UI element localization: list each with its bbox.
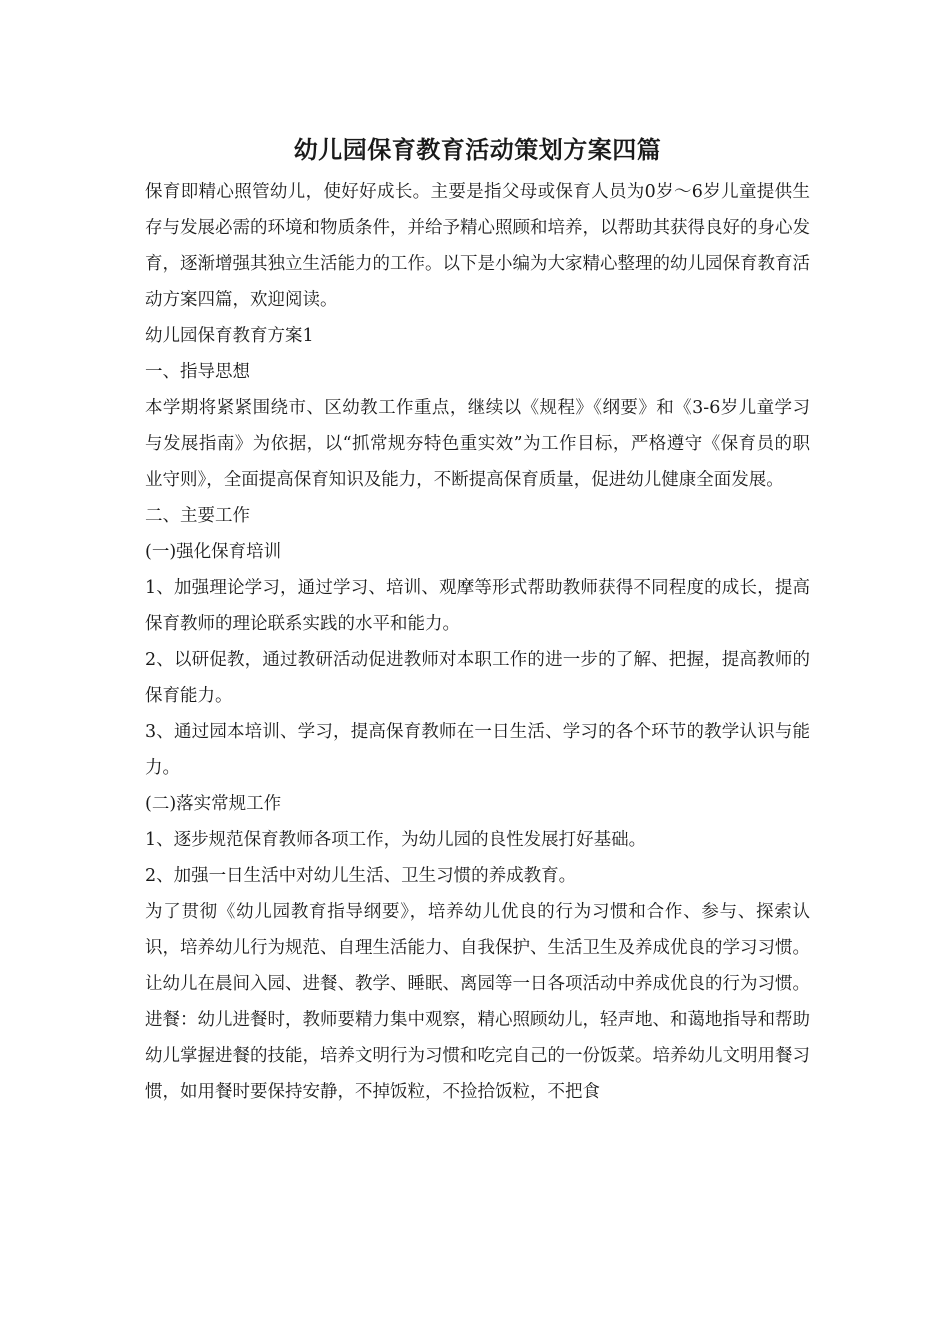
habits-paragraph: 为了贯彻《幼儿园教育指导纲要》，培养幼儿优良的行为习惯和合作、参与、探索认识，培养幼儿行为规范、自理生活能力、自我保护、生活卫生及养成优良的学习习惯。让幼儿在晨间入园、进餐、教学、睡眠、离园等一日各项活动中养成优良的行为习惯。: [145, 902, 810, 994]
section-heading-guiding-ideology: 一、指导思想: [145, 362, 250, 382]
subsection-heading-training: (一)强化保育培训: [145, 542, 282, 562]
intro-paragraph: 保育即精心照管幼儿，使好好成长。主要是指父母或保育人员为0岁～6岁儿童提供生存与发展必需的环境和物质条件，并给予精心照顾和培养，以帮助其获得良好的身心发育，逐渐增强其独立生活能力的工作。以下是小编为大家精心整理的幼儿园保育教育活动方案四篇，欢迎阅读。: [145, 182, 810, 310]
section-heading-main-work: 二、主要工作: [145, 506, 250, 526]
meals-paragraph: 进餐：幼儿进餐时，教师要精力集中观察，精心照顾幼儿，轻声地、和蔼地指导和帮助幼儿掌握进餐的技能，培养文明行为习惯和吃完自己的一份饭菜。培养幼儿文明用餐习惯，如用餐时要保持安静，不掉饭粒，不捡拾饭粒，不把食: [145, 1010, 810, 1102]
document-body: [145, 130, 810, 1110]
document-title: 幼儿园保育教育活动策划方案四篇: [293, 135, 662, 164]
routine-item-1: 1、逐步规范保育教师各项工作，为幼儿园的良性发展打好基础。: [145, 830, 647, 850]
training-item-3: 3、通过园本培训、学习，提高保育教师在一日生活、学习的各个环节的教学认识与能力。: [145, 722, 810, 778]
section-heading-plan-1: 幼儿园保育教育方案1: [145, 326, 314, 346]
guiding-ideology-paragraph: 本学期将紧紧围绕市、区幼教工作重点，继续以《规程》《纲要》和《3-6岁儿童学习与发展指南》为依据，以“抓常规夯特色重实效”为工作目标，严格遵守《保育员的职业守则》，全面提高保育知识及能力，不断提高保育质量，促进幼儿健康全面发展。: [145, 398, 810, 490]
routine-item-2: 2、加强一日生活中对幼儿生活、卫生习惯的养成教育。: [145, 866, 577, 886]
training-item-2: 2、以研促教，通过教研活动促进教师对本职工作的进一步的了解、把握，提高教师的保育能力。: [145, 650, 810, 706]
training-item-1: 1、加强理论学习，通过学习、培训、观摩等形式帮助教师获得不同程度的成长，提高保育教师的理论联系实践的水平和能力。: [145, 578, 810, 634]
subsection-heading-routine: (二)落实常规工作: [145, 794, 282, 814]
